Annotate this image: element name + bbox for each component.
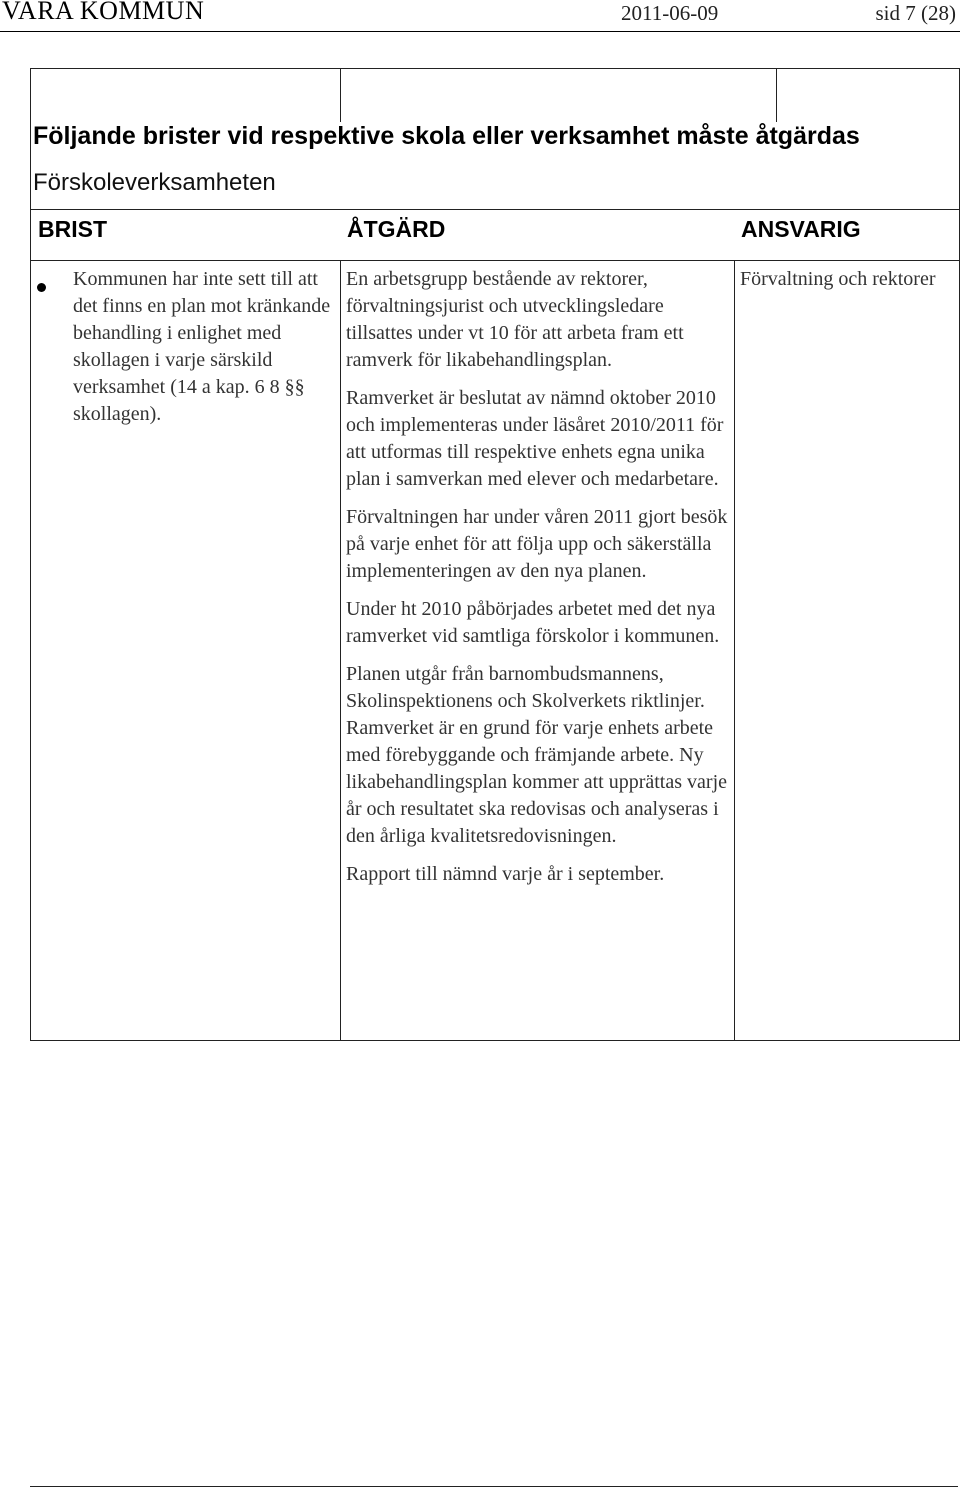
atgard-paragraph: En arbetsgrupp bestående av rektorer, förvaltningsjurist och utvecklingsledare tillsattes under vt 10 för att arbeta fram ett ramverk för likabehandlingsplan. <box>346 268 684 371</box>
body-divider-2 <box>734 260 735 1040</box>
column-header-brist: BRIST <box>38 216 107 242</box>
atgard-paragraph: Förvaltningen har under våren 2011 gjort besök på varje enhet för att följa upp och säkerställa implementeringen av den nya planen. <box>346 506 728 582</box>
organization-name: VARA KOMMUN <box>2 0 205 25</box>
deficiency-table <box>30 68 960 1041</box>
section-title: Följande brister vid respektive skola eller verksamhet måste åtgärdas <box>33 122 860 150</box>
atgard-paragraph: Rapport till nämnd varje år i september. <box>346 863 665 885</box>
body-divider-1 <box>340 260 341 1040</box>
atgard-paragraph: Ramverket är beslutat av nämnd oktober 2010 och implementeras under läsåret 2010/2011 för att utformas till respektive enhets egna unika plan i samverkan med elever och medarbetare. <box>346 387 724 490</box>
atgard-paragraph: Planen utgår från barnombudsmannens, Skolinspektionens och Skolverkets riktlinjer. Ramverket är en grund för varje enhets arbete med förebyggande och främjande arbete. Ny likabehandlingsplan kommer att upprättas varje år och resultatet ska redovisas och analyseras i den årliga kvalitetsredovisningen. <box>346 663 727 847</box>
document-date: 2011-06-09 <box>621 1 719 25</box>
brist-cell: Kommunen har inte sett till att det finns en plan mot kränkande behandling i enlighet med skollagen i varje särskild verksamhet (14 a kap. 6 8 §§ skollagen). <box>73 268 331 425</box>
page-number: sid 7 (28) <box>875 1 956 25</box>
column-header-bottom-border <box>31 260 959 261</box>
column-header-top-border <box>31 209 959 210</box>
section-subtitle: Förskoleverksamheten <box>33 169 276 196</box>
column-header-ansvarig: ANSVARIG <box>741 216 861 242</box>
bullet-icon <box>37 283 46 292</box>
column-header-atgard: ÅTGÄRD <box>347 216 446 242</box>
atgard-cell <box>346 266 730 899</box>
page-header <box>0 0 960 32</box>
ansvarig-cell: Förvaltning och rektorer <box>740 268 936 290</box>
table-top-border <box>31 68 959 69</box>
top-row-divider-1 <box>340 68 341 122</box>
footer-divider <box>30 1486 958 1487</box>
header-divider <box>0 31 960 32</box>
top-row-divider-2 <box>776 68 777 122</box>
atgard-paragraph: Under ht 2010 påbörjades arbetet med det nya ramverket vid samtliga förskolor i kommunen. <box>346 598 720 647</box>
